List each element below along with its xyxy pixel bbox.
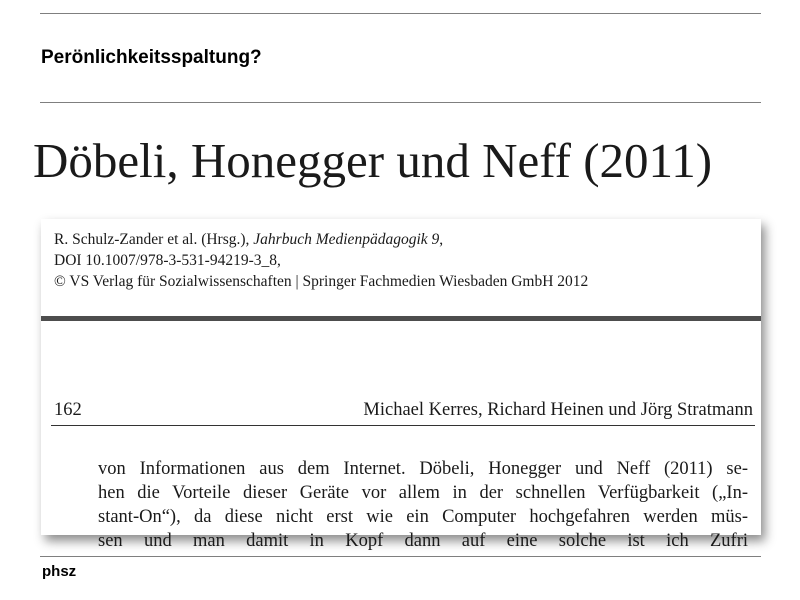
body-line: stant-On“), da diese nicht erst wie ein Computer hochgefahren werden müs- [98, 507, 748, 527]
page-running-header: Michael Kerres, Richard Heinen und Jörg Stratmann [363, 400, 753, 420]
title-divider [40, 102, 761, 103]
body-paragraph [98, 457, 748, 553]
citation-editors: R. Schulz-Zander et al. (Hrsg.), [54, 231, 254, 248]
running-header-rule [51, 425, 755, 426]
document-excerpt [41, 219, 761, 551]
citation-book-title: Jahrbuch Medienpädagogik 9 [253, 231, 440, 248]
citation-copyright: © VS Verlag für Sozialwissenschaften | Springer Fachmedien Wiesbaden GmbH 2012 [54, 273, 589, 290]
footer-divider [40, 556, 761, 557]
citation-block [54, 229, 588, 292]
body-line: von Informationen aus dem Internet. Döbeli, Honegger und Neff (2011) se- [98, 459, 748, 479]
citation-doi: DOI 10.1007/978-3-531-94219-3_8, [54, 252, 281, 269]
citation-heading: Döbeli, Honegger und Neff (2011) [33, 133, 713, 188]
page-number: 162 [54, 400, 82, 420]
body-line: hen die Vorteile dieser Geräte vor allem in der schnellen Verfügbarkeit („In- [98, 483, 748, 503]
section-separator-bar [41, 316, 761, 321]
citation-line-1 [54, 229, 588, 250]
footer-label: phsz [42, 563, 77, 580]
slide-title: Perönlichkeitsspaltung? [41, 47, 262, 68]
citation-comma: , [439, 231, 444, 248]
top-divider [40, 13, 761, 14]
body-line: sen und man damit in Kopf dann auf eine solche ist ich Zufri [98, 531, 748, 551]
